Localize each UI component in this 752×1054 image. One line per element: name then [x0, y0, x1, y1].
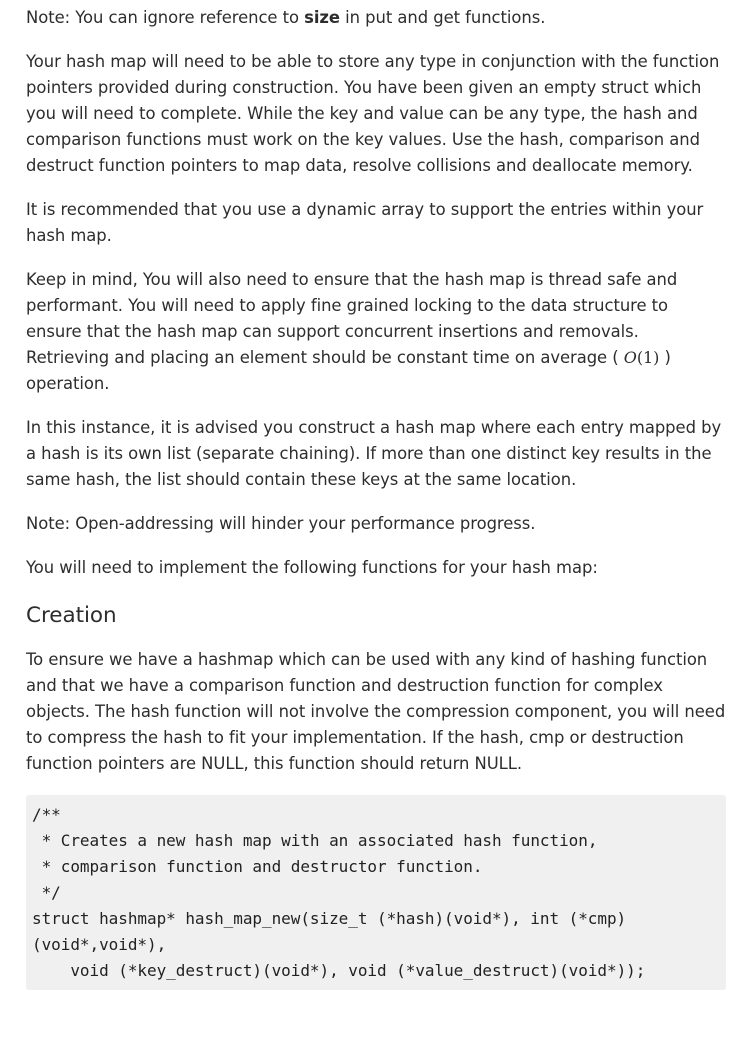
heading-creation: Creation: [26, 603, 117, 628]
big-o-argument: (1): [636, 348, 660, 367]
paragraph-types: Your hash map will need to be able to store any type in conjunction with the function pointers provided during construction. You have been given an empty struct which you will need to complete. While the key and value can be any type, the hash and comparison functions must work on the key values. Use the hash, comparison and destruct function pointers to map data, resolve collisions and deallocate memory.: [26, 52, 720, 175]
note-size-before: Note: You can ignore reference to: [26, 8, 305, 27]
document-body: [26, 5, 726, 990]
thread-text-after: ) operation.: [26, 348, 671, 393]
note-size-paragraph: [26, 5, 726, 31]
thread-text-before: Keep in mind, You will also need to ensure that the hash map is thread safe and performant. You will need to apply fine grained locking to the data structure to ensure that the hash map can support concurrent insertions and removals. Retrieving and placing an element should be constant time on average (: [26, 270, 678, 367]
paragraph-separate-chaining: In this instance, it is advised you construct a hash map where each entry mapped by a hash is its own list (separate chaining). If more than one distinct key results in the same hash, the list should contain these keys at the same location.: [26, 418, 722, 489]
big-o-letter: O: [623, 348, 637, 367]
note-size-bold: size: [304, 8, 340, 27]
paragraph-creation: To ensure we have a hashmap which can be used with any kind of hashing function and that we have a comparison function and destruction function for complex objects. The hash function will not involve the compression component, you will need to compress the hash to fit your implementation. If the hash, cmp or destruction function pointers are NULL, this function should return NULL.: [26, 650, 726, 773]
big-o-formula: [624, 348, 660, 367]
paragraph-dynamic-array: It is recommended that you use a dynamic array to support the entries within your hash map.: [26, 200, 704, 245]
paragraph-thread-safety: [26, 267, 726, 397]
note-size-after: in put and get functions.: [339, 8, 546, 27]
code-block: /** * Creates a new hash map with an associated hash function, * comparison function and destructor function. */ struct hashmap* hash_map_new(size_t (*hash)(void*), int (*cmp)(void*,void*), void (*key_destruct)(void*), void (*value_destruct)(void*));: [26, 795, 726, 990]
note-open-addressing: Note: Open-addressing will hinder your performance progress.: [26, 514, 536, 533]
paragraph-implement: You will need to implement the following functions for your hash map:: [26, 558, 598, 577]
